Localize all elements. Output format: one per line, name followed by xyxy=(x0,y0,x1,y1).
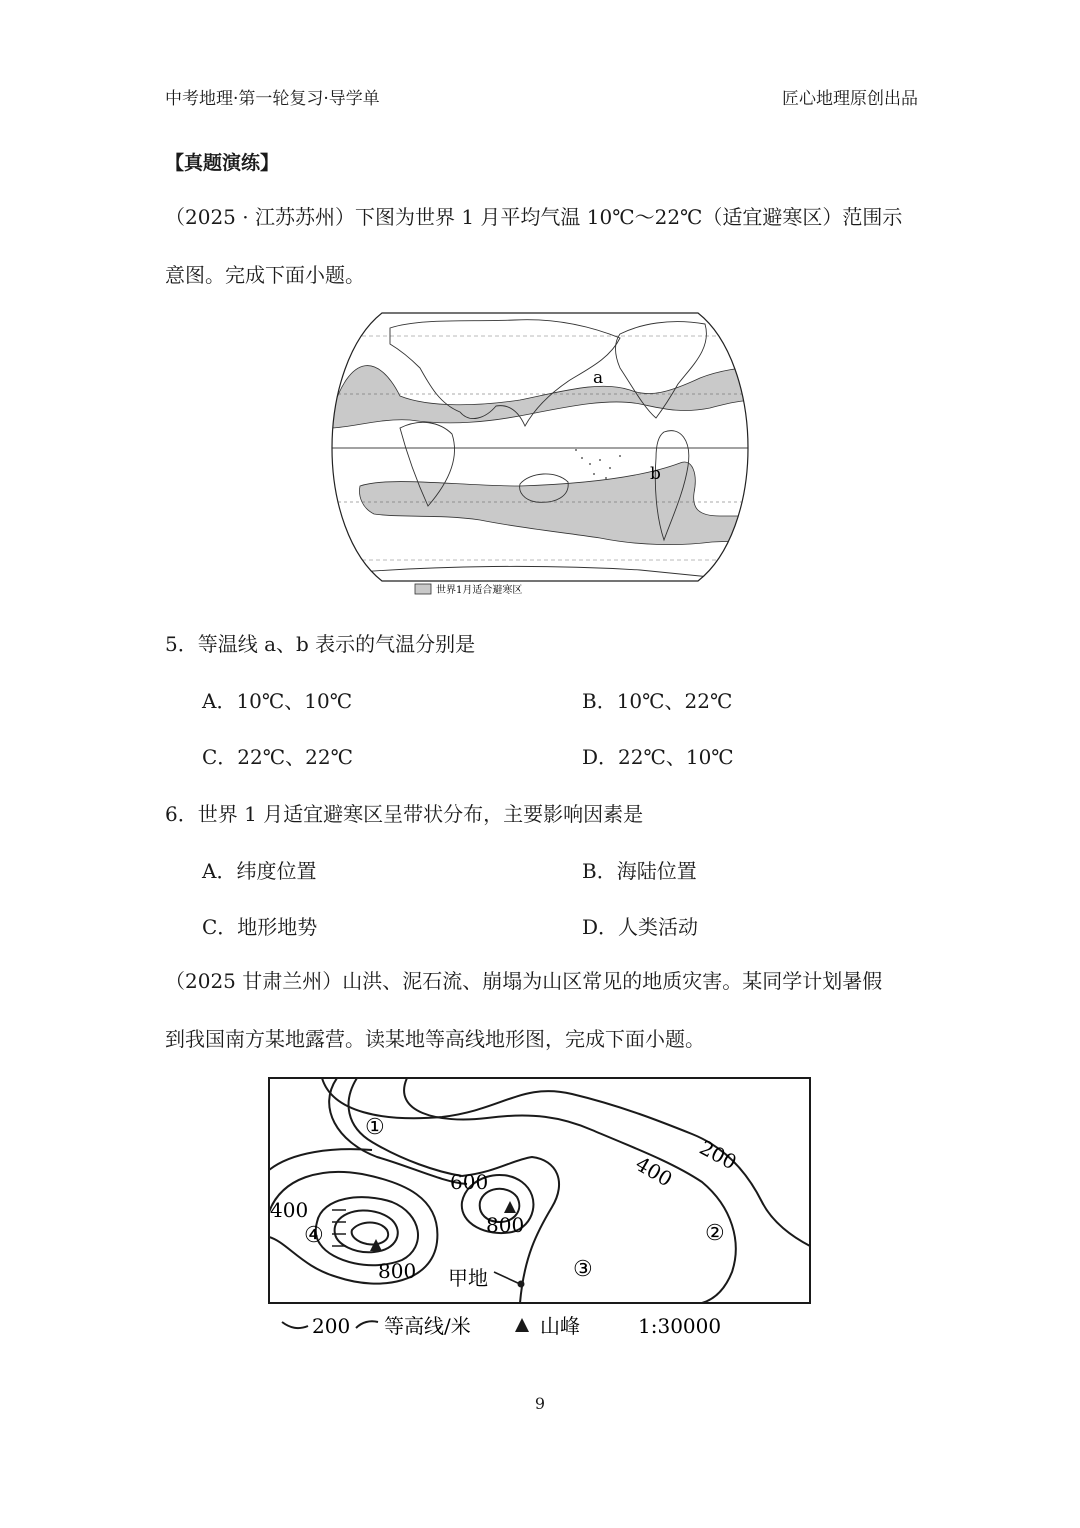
legend-contour-label: 等高线/米 xyxy=(384,1314,471,1338)
intro-paragraph-1 xyxy=(165,188,925,304)
question-5-stem: 5．等温线 a、b 表示的气温分别是 xyxy=(165,632,476,656)
isotherm-label-a: a xyxy=(593,368,604,388)
q5-option-b[interactable]: B．10℃、22℃ xyxy=(582,689,733,713)
intro-1-line-1: （2025 · 江苏苏州）下图为世界 1 月平均气温 10℃～22℃（适宜避寒区）范围示 xyxy=(165,205,903,229)
q6-option-d[interactable]: D．人类活动 xyxy=(582,915,699,939)
q5-option-a[interactable]: A．10℃、10℃ xyxy=(202,689,353,713)
q6-option-b[interactable]: B．海陆位置 xyxy=(582,859,697,883)
site-leader-line xyxy=(494,1272,520,1284)
contour-label-400-left: 400 xyxy=(270,1198,309,1222)
contour-map xyxy=(262,1072,822,1344)
site-marker-3: ③ xyxy=(573,1257,593,1282)
legend-contour-value: 200 xyxy=(312,1314,351,1338)
legend-peak-label: 山峰 xyxy=(540,1314,580,1338)
q5-option-d[interactable]: D．22℃、10℃ xyxy=(582,745,734,769)
q5-option-c[interactable]: C．22℃、22℃ xyxy=(202,745,353,769)
intro-2-line-1: （2025 甘肃兰州）山洪、泥石流、崩塌为山区常见的地质灾害。某同学计划暑假 xyxy=(165,969,883,993)
header-left: 中考地理·第一轮复习·导学单 xyxy=(165,89,380,109)
site-label-jiadi: 甲地 xyxy=(448,1266,488,1290)
section-title: 【真题演练】 xyxy=(165,152,280,174)
header-right: 匠心地理原创出品 xyxy=(782,89,918,109)
q6-option-c[interactable]: C．地形地势 xyxy=(202,915,318,939)
southern-band-b xyxy=(360,462,760,545)
intro-paragraph-2 xyxy=(165,952,925,1068)
northern-band-a xyxy=(330,366,760,428)
intro-2-line-2: 到我国南方某地露营。读某地等高线地形图，完成下面小题。 xyxy=(165,1027,705,1051)
contour-label-800-right: 800 xyxy=(486,1213,525,1237)
peak-right-icon xyxy=(504,1201,516,1213)
contour-label-200: 200 xyxy=(695,1135,741,1175)
site-point xyxy=(518,1281,525,1288)
site-marker-4: ④ xyxy=(304,1223,324,1248)
contour-label-800-left: 800 xyxy=(378,1259,417,1283)
site-marker-2: ② xyxy=(705,1221,725,1246)
legend-peak-icon xyxy=(515,1318,529,1332)
legend-scale: 1:30000 xyxy=(638,1314,722,1338)
contour-lines xyxy=(269,1078,812,1303)
legend-contour-symbol xyxy=(282,1322,308,1328)
legend-label: 世界1月适合避寒区 xyxy=(436,585,523,596)
isotherm-label-b: b xyxy=(650,464,661,484)
contour-label-600: 600 xyxy=(450,1170,489,1194)
intro-1-line-2: 意图。完成下面小题。 xyxy=(165,263,365,287)
world-climate-map xyxy=(320,308,760,600)
legend-swatch xyxy=(415,584,431,594)
page-number: 9 xyxy=(534,1394,546,1413)
contour-label-400-right: 400 xyxy=(631,1151,677,1192)
question-6-stem: 6．世界 1 月适宜避寒区呈带状分布，主要影响因素是 xyxy=(165,802,644,826)
site-marker-1: ① xyxy=(365,1115,385,1140)
legend-contour-symbol-2 xyxy=(356,1321,378,1328)
pacific-islands xyxy=(575,449,621,479)
q6-option-a[interactable]: A．纬度位置 xyxy=(202,859,317,883)
